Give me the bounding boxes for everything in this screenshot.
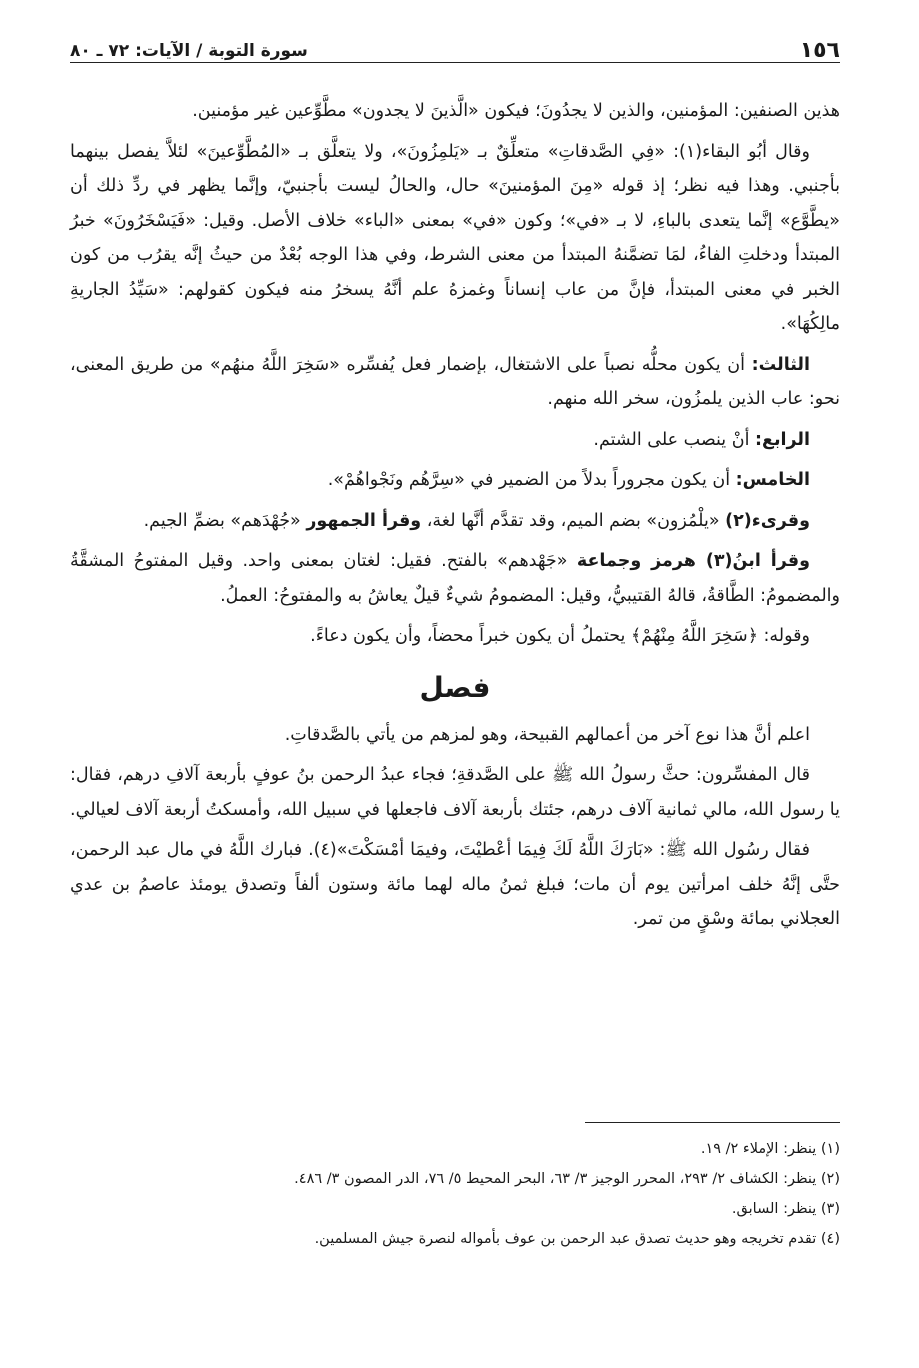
header-rule	[70, 62, 840, 63]
page-header	[70, 36, 840, 70]
fifth-text: أن يكون مجروراً بدلاً من الضمير في «سِرَّهُم ونَجْواهُمْ».	[327, 470, 736, 490]
paragraph: وقال أبُو البقاء(١): «فِي الصَّدقاتِ» متعلِّقٌ بـ «يَلمِزُونَ»، ولا يتعلَّق بـ «المُطَّوِّعينَ» لئلاَّ يفصل بينهما بأجنبي. وهذا فيه نظر؛ إذ قوله «مِنَ المؤمنينَ» حال، والحالُ ليست بأجنبيّ، وإنَّما يظهر في ردِّ ذلك أن «يطَّوَّع» إنَّما يتعدى بالباءِ، لا بـ «في»؛ وكون «في» بمعنى «الباء» خلاف الأصل. وقيل: «فَيَسْخَرُونَ» خبرُ المبتدأ ودخلتِ الفاءُ، لمَا تضمَّنهُ المبتدأ من معنى الشرط، وفي هذا الوجه بُعْدٌ من حيثُ إنَّه يقرُب من كون الخبر في معنى المبتدأ، فإنَّ من عاب إنساناً وغمزهُ علم أنَّهُ يسخرُ منه فيكون كقولهم: «سَيِّدُ الجاريةِ مالِكُهَا».	[70, 141, 840, 334]
majority-text: «جُهْدَهم» بضمِّ الجيم.	[143, 510, 307, 531]
page-number: ١٥٦	[799, 38, 840, 63]
hurmuz-text: «جَهْدهم» بالفتح. فقيل: لغتان بمعنى واحد. وقيل المفتوحُ المشقَّةُ والمضمومُ: الطَّاقةُ، قالهُ القتيبيُّ، وقيل: المضمومُ شيءٌ قيلٌ يعاشُ به والمفتوحُ: العملُ.	[70, 551, 840, 606]
paragraph-third	[70, 348, 840, 417]
paragraph-verse: وقوله: ﴿سَخِرَ اللَّهُ مِنْهُمْ﴾ يحتملُ أن يكون خبراً محضاً، وأن يكون دعاءً.	[310, 626, 810, 646]
footnote-rule	[585, 1122, 840, 1123]
paragraph-reading-hurmuz	[70, 544, 840, 613]
paragraph: فقال رسُول الله ﷺ: «بَارَكَ اللَّهُ لَكَ فِيمَا أعْطيْتَ، وفيمَا أمْسَكْتَ»(٤). فبارك اللَّهُ في مال عبد الرحمن، حتَّى إنَّهُ خلف امرأتين يوم أن مات؛ فبلغ ثمنُ ماله لهما مائة وستون ألفاً وتصدق يومئذ عاصمُ بن عدي العجلاني بمائة وسْقٍ من تمر.	[70, 840, 840, 929]
footnote: (٣) ينظر: السابق.	[731, 1201, 840, 1217]
heading-fourth: الرابع:	[755, 429, 810, 450]
footnote: (٢) ينظر: الكشاف ٢/ ٢٩٣، المحرر الوجيز ٣/ ٦٣، البحر المحيط ٥/ ٧٦، الدر المصون ٣/ ٤٨٦.	[294, 1171, 840, 1187]
paragraph: هذين الصنفين: المؤمنين، والذين لا يجدُونَ؛ فيكون «الَّذينَ لا يجدون» مطَّوِّعين غير مؤمنين.	[192, 101, 840, 121]
running-title: سورة التوبة / الآيات: ٧٢ ـ ٨٠	[70, 41, 308, 61]
footnotes	[70, 1136, 840, 1256]
reading-text: «يلْمُزون» بضم الميم، وقد تقدَّم أنَّها لغة،	[421, 510, 726, 531]
heading-reading: وقرىء(٢)	[725, 510, 810, 531]
heading-majority: وقرأ الجمهور	[306, 510, 422, 531]
main-text	[70, 94, 840, 943]
heading-hurmuz: وقرأ ابنُ(٣) هرمز وجماعة	[576, 551, 810, 571]
heading-third: الثالث:	[751, 354, 810, 375]
fourth-text: أنْ ينصب على الشتم.	[593, 429, 756, 450]
heading-fifth: الخامس:	[735, 470, 810, 490]
paragraph-fifth	[70, 463, 840, 498]
book-page	[70, 36, 840, 1336]
section-title: فصل	[419, 670, 491, 704]
footnote: (٤) تقدم تخريجه وهو حديث تصدق عبد الرحمن بن عوف بأمواله لنصرة جيش المسلمين.	[314, 1231, 840, 1247]
paragraph-reading	[70, 504, 840, 539]
paragraph: قال المفسِّرون: حثَّ رسولُ الله ﷺ على الصَّدقةِ؛ فجاء عبدُ الرحمن بنُ عوفٍ بأربعة آلافِ درهم، فقال: يا رسول الله، مالي ثمانية آلاف درهم، جئتك بأربعة آلاف فاجعلها في سبيل الله، وأمسكتُ أربعة آلاف لعيالي.	[70, 765, 840, 820]
third-text: أن يكون محلُّه نصباً على الاشتغال، بإضمار فعل يُفسِّره «سَخِرَ اللَّهُ منهُم» من طريق المعنى، نحو: عاب الذين يلمزُون، سخر الله منهم.	[70, 354, 840, 409]
footnote: (١) ينظر: الإملاء ٢/ ١٩.	[700, 1141, 840, 1157]
paragraph-fourth	[70, 423, 840, 458]
paragraph: اعلم أنَّ هذا نوع آخر من أعمالهم القبيحة، وهو لمزهم من يأتي بالصَّدقاتِ.	[284, 724, 810, 745]
